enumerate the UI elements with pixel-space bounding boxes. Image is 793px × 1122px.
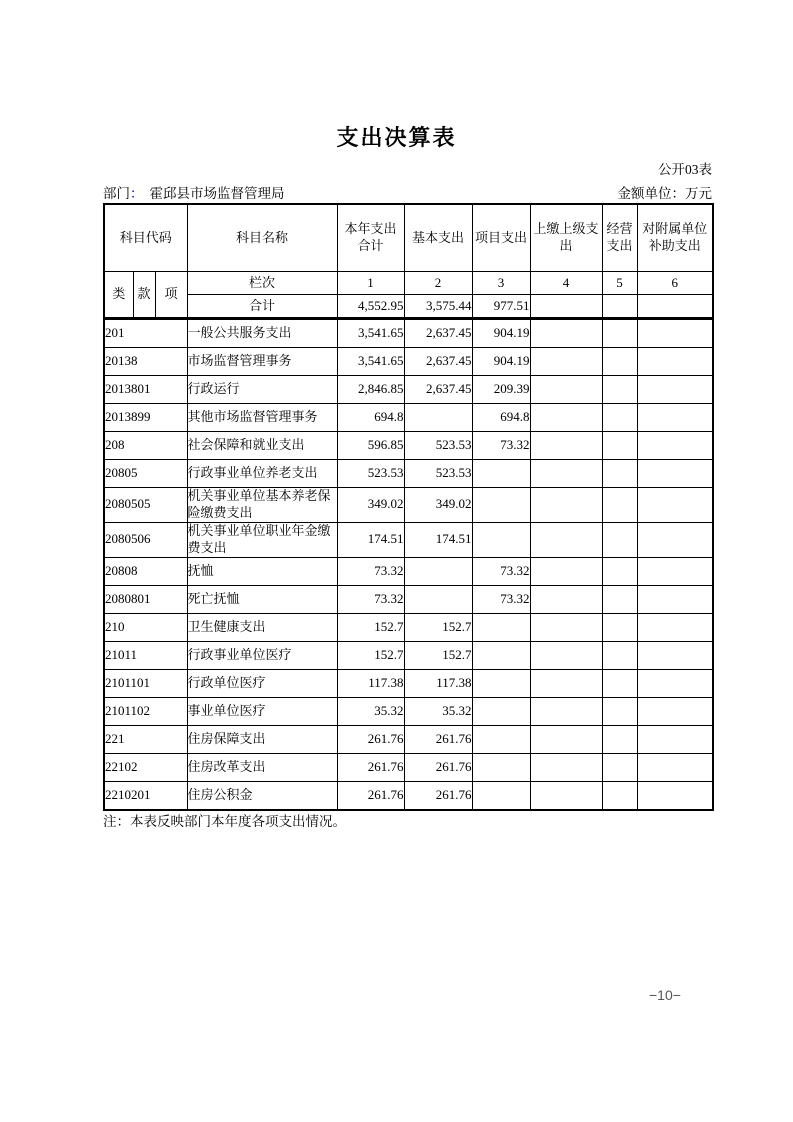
- subject-code-cell: 22102: [104, 753, 187, 781]
- subject-name-cell: 机关事业单位职业年金缴费支出: [187, 522, 337, 557]
- annual-total-cell: 523.53: [337, 460, 404, 488]
- subject-code-cell: 2080801: [104, 585, 187, 613]
- subject-code-cell: 208: [104, 432, 187, 460]
- upper-expenditure-cell: [530, 404, 602, 432]
- operating-expenditure-cell: [602, 404, 637, 432]
- total-label: 合计: [187, 295, 337, 319]
- subject-code-cell: 20805: [104, 460, 187, 488]
- annual-total-cell: 261.76: [337, 725, 404, 753]
- table-row: [104, 460, 713, 488]
- basic-expenditure-cell: [404, 557, 472, 585]
- operating-expenditure-cell: [602, 376, 637, 404]
- project-expenditure-cell: 73.32: [472, 432, 530, 460]
- project-expenditure-cell: [472, 460, 530, 488]
- operating-expenditure-cell: [602, 488, 637, 523]
- project-expenditure-cell: [472, 522, 530, 557]
- annual-total-cell: 174.51: [337, 522, 404, 557]
- subsidy-expenditure-cell: [637, 432, 713, 460]
- basic-expenditure-cell: 174.51: [404, 522, 472, 557]
- subsidy-expenditure-cell: [637, 669, 713, 697]
- table-code-label: 公开03表: [658, 162, 712, 177]
- project-expenditure-cell: 209.39: [472, 376, 530, 404]
- basic-expenditure-cell: 2,637.45: [404, 319, 472, 348]
- operating-expenditure-cell: [602, 697, 637, 725]
- upper-expenditure-cell: [530, 613, 602, 641]
- subsidy-expenditure-cell: [637, 613, 713, 641]
- total-annual: 4,552.95: [337, 295, 404, 319]
- page-number: −10−: [649, 987, 681, 1003]
- header-row-colindex: [104, 272, 713, 295]
- colindex-2: 2: [404, 272, 472, 295]
- colindex-5: 5: [602, 272, 637, 295]
- operating-expenditure-cell: [602, 432, 637, 460]
- subsidy-expenditure-cell: [637, 460, 713, 488]
- annual-total-cell: 3,541.65: [337, 319, 404, 348]
- subject-name-cell: 其他市场监督管理事务: [187, 404, 337, 432]
- annual-total-cell: 261.76: [337, 753, 404, 781]
- subject-name-cell: 机关事业单位基本养老保险缴费支出: [187, 488, 337, 523]
- department-name: 霍邱县市场监督管理局: [149, 186, 285, 201]
- header-basic: 基本支出: [404, 204, 472, 272]
- department-colon: ：: [130, 186, 144, 201]
- subject-code-cell: 2080505: [104, 488, 187, 523]
- subject-code-cell: 2013899: [104, 404, 187, 432]
- subject-code-cell: 20808: [104, 557, 187, 585]
- basic-expenditure-cell: [404, 585, 472, 613]
- project-expenditure-cell: [472, 753, 530, 781]
- colindex-3: 3: [472, 272, 530, 295]
- subject-code-cell: 210: [104, 613, 187, 641]
- annual-total-cell: 35.32: [337, 697, 404, 725]
- project-expenditure-cell: [472, 641, 530, 669]
- upper-expenditure-cell: [530, 697, 602, 725]
- project-expenditure-cell: [472, 781, 530, 810]
- department-line: [103, 182, 285, 202]
- header-colindex-label: 栏次: [187, 272, 337, 295]
- upper-expenditure-cell: [530, 557, 602, 585]
- total-row: [104, 295, 713, 319]
- subsidy-expenditure-cell: [637, 376, 713, 404]
- operating-expenditure-cell: [602, 641, 637, 669]
- subsidy-expenditure-cell: [637, 488, 713, 523]
- amount-unit-label: 金额单位：万元: [617, 186, 712, 201]
- table-row: [104, 404, 713, 432]
- basic-expenditure-cell: 523.53: [404, 432, 472, 460]
- subsidy-expenditure-cell: [637, 319, 713, 348]
- basic-expenditure-cell: 35.32: [404, 697, 472, 725]
- subsidy-expenditure-cell: [637, 348, 713, 376]
- upper-expenditure-cell: [530, 319, 602, 348]
- total-operating: [602, 295, 637, 319]
- project-expenditure-cell: [472, 725, 530, 753]
- upper-expenditure-cell: [530, 522, 602, 557]
- upper-expenditure-cell: [530, 725, 602, 753]
- header-class: 类: [104, 272, 133, 319]
- upper-expenditure-cell: [530, 641, 602, 669]
- subsidy-expenditure-cell: [637, 522, 713, 557]
- subsidy-expenditure-cell: [637, 557, 713, 585]
- basic-expenditure-cell: 261.76: [404, 725, 472, 753]
- table-row: [104, 725, 713, 753]
- header-subsidy: 对附属单位补助支出: [637, 204, 713, 272]
- meta-row: [103, 182, 712, 202]
- subject-name-cell: 住房保障支出: [187, 725, 337, 753]
- header-row-main: [104, 204, 713, 272]
- annual-total-cell: 73.32: [337, 557, 404, 585]
- upper-expenditure-cell: [530, 376, 602, 404]
- subsidy-expenditure-cell: [637, 585, 713, 613]
- table-row: [104, 488, 713, 523]
- subsidy-expenditure-cell: [637, 725, 713, 753]
- subject-name-cell: 事业单位医疗: [187, 697, 337, 725]
- table-row: [104, 432, 713, 460]
- subsidy-expenditure-cell: [637, 404, 713, 432]
- annual-total-cell: 152.7: [337, 641, 404, 669]
- upper-expenditure-cell: [530, 460, 602, 488]
- colindex-1: 1: [337, 272, 404, 295]
- subject-code-cell: 201: [104, 319, 187, 348]
- page-title: 支出决算表: [336, 125, 457, 150]
- subject-name-cell: 行政事业单位医疗: [187, 641, 337, 669]
- project-expenditure-cell: 904.19: [472, 348, 530, 376]
- table-row: [104, 557, 713, 585]
- colindex-4: 4: [530, 272, 602, 295]
- upper-expenditure-cell: [530, 488, 602, 523]
- project-expenditure-cell: [472, 669, 530, 697]
- annual-total-cell: 349.02: [337, 488, 404, 523]
- project-expenditure-cell: [472, 613, 530, 641]
- subsidy-expenditure-cell: [637, 781, 713, 810]
- subject-name-cell: 社会保障和就业支出: [187, 432, 337, 460]
- operating-expenditure-cell: [602, 585, 637, 613]
- header-item: 项: [155, 272, 187, 319]
- basic-expenditure-cell: 261.76: [404, 753, 472, 781]
- upper-expenditure-cell: [530, 669, 602, 697]
- basic-expenditure-cell: 152.7: [404, 641, 472, 669]
- header-section: 款: [133, 272, 155, 319]
- subject-name-cell: 卫生健康支出: [187, 613, 337, 641]
- subject-name-cell: 行政运行: [187, 376, 337, 404]
- table-row: [104, 753, 713, 781]
- table-row: [104, 585, 713, 613]
- table-row: [104, 641, 713, 669]
- annual-total-cell: 2,846.85: [337, 376, 404, 404]
- header-subject-name: 科目名称: [187, 204, 337, 272]
- project-expenditure-cell: [472, 697, 530, 725]
- upper-expenditure-cell: [530, 348, 602, 376]
- project-expenditure-cell: 73.32: [472, 557, 530, 585]
- annual-total-cell: 3,541.65: [337, 348, 404, 376]
- project-expenditure-cell: 73.32: [472, 585, 530, 613]
- table-row: [104, 781, 713, 810]
- subject-name-cell: 住房改革支出: [187, 753, 337, 781]
- basic-expenditure-cell: [404, 404, 472, 432]
- operating-expenditure-cell: [602, 669, 637, 697]
- header-subject-code: 科目代码: [104, 204, 187, 272]
- project-expenditure-cell: 904.19: [472, 319, 530, 348]
- basic-expenditure-cell: 261.76: [404, 781, 472, 810]
- colindex-6: 6: [637, 272, 713, 295]
- operating-expenditure-cell: [602, 460, 637, 488]
- subject-name-cell: 住房公积金: [187, 781, 337, 810]
- total-upper: [530, 295, 602, 319]
- operating-expenditure-cell: [602, 725, 637, 753]
- table-row: [104, 522, 713, 557]
- table-row: [104, 613, 713, 641]
- operating-expenditure-cell: [602, 557, 637, 585]
- upper-expenditure-cell: [530, 753, 602, 781]
- annual-total-cell: 694.8: [337, 404, 404, 432]
- subject-code-cell: 2080506: [104, 522, 187, 557]
- operating-expenditure-cell: [602, 753, 637, 781]
- upper-expenditure-cell: [530, 781, 602, 810]
- subject-code-cell: 2101102: [104, 697, 187, 725]
- header-operating: 经营支出: [602, 204, 637, 272]
- project-expenditure-cell: 694.8: [472, 404, 530, 432]
- basic-expenditure-cell: 117.38: [404, 669, 472, 697]
- basic-expenditure-cell: 2,637.45: [404, 376, 472, 404]
- basic-expenditure-cell: 2,637.45: [404, 348, 472, 376]
- operating-expenditure-cell: [602, 348, 637, 376]
- subject-name-cell: 抚恤: [187, 557, 337, 585]
- subject-name-cell: 行政事业单位养老支出: [187, 460, 337, 488]
- annual-total-cell: 596.85: [337, 432, 404, 460]
- subject-code-cell: 221: [104, 725, 187, 753]
- table-row: [104, 697, 713, 725]
- table-row: [104, 669, 713, 697]
- department-label: 部门: [103, 186, 130, 201]
- subject-code-cell: 2013801: [104, 376, 187, 404]
- annual-total-cell: 261.76: [337, 781, 404, 810]
- header-upper: 上缴上级支出: [530, 204, 602, 272]
- operating-expenditure-cell: [602, 522, 637, 557]
- total-project: 977.51: [472, 295, 530, 319]
- subject-name-cell: 市场监督管理事务: [187, 348, 337, 376]
- subject-code-cell: 20138: [104, 348, 187, 376]
- subject-code-cell: 21011: [104, 641, 187, 669]
- total-basic: 3,575.44: [404, 295, 472, 319]
- subject-code-cell: 2101101: [104, 669, 187, 697]
- subsidy-expenditure-cell: [637, 641, 713, 669]
- total-subsidy: [637, 295, 713, 319]
- operating-expenditure-cell: [602, 781, 637, 810]
- basic-expenditure-cell: 349.02: [404, 488, 472, 523]
- operating-expenditure-cell: [602, 319, 637, 348]
- basic-expenditure-cell: 152.7: [404, 613, 472, 641]
- subject-name-cell: 行政单位医疗: [187, 669, 337, 697]
- annual-total-cell: 73.32: [337, 585, 404, 613]
- upper-expenditure-cell: [530, 585, 602, 613]
- annual-total-cell: 117.38: [337, 669, 404, 697]
- subject-code-cell: 2210201: [104, 781, 187, 810]
- header-annual-total: 本年支出合计: [337, 204, 404, 272]
- subject-name-cell: 死亡抚恤: [187, 585, 337, 613]
- subsidy-expenditure-cell: [637, 697, 713, 725]
- header-project: 项目支出: [472, 204, 530, 272]
- table-row: [104, 376, 713, 404]
- table-note: 注：本表反映部门本年度各项支出情况。: [103, 814, 346, 829]
- expenditure-table: [103, 203, 714, 811]
- annual-total-cell: 152.7: [337, 613, 404, 641]
- operating-expenditure-cell: [602, 613, 637, 641]
- subject-name-cell: 一般公共服务支出: [187, 319, 337, 348]
- basic-expenditure-cell: 523.53: [404, 460, 472, 488]
- project-expenditure-cell: [472, 488, 530, 523]
- subsidy-expenditure-cell: [637, 753, 713, 781]
- table-row: [104, 319, 713, 348]
- table-row: [104, 348, 713, 376]
- upper-expenditure-cell: [530, 432, 602, 460]
